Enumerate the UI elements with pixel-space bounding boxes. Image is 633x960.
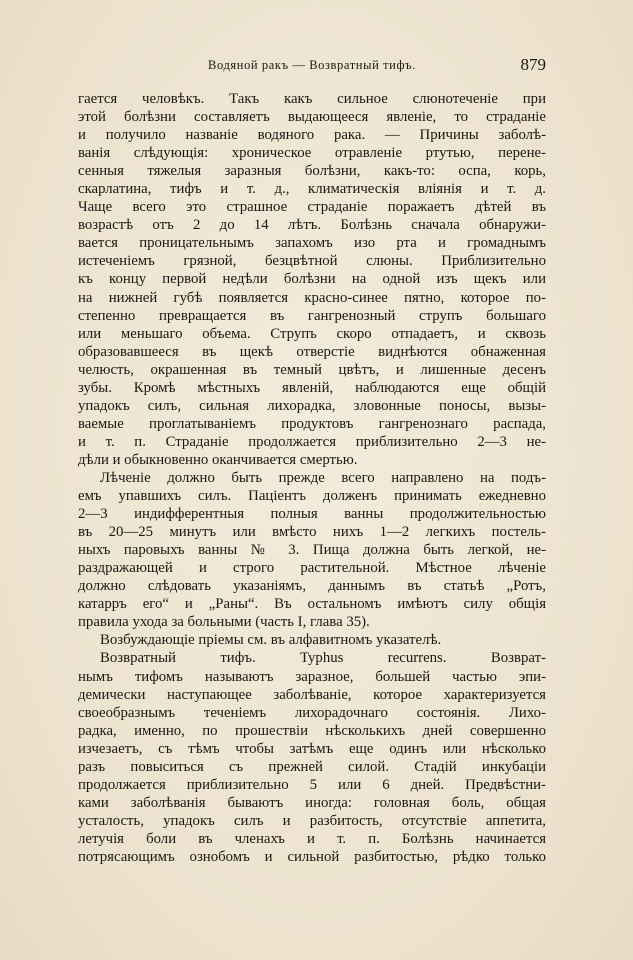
text-line: Чаще всего это страшное страданіе поражаетъ дѣтей въ <box>78 199 546 216</box>
text-line: ныхъ паровыхъ ванны № 3. Пища должна быть легкой, не- <box>78 542 546 559</box>
text-line: усталость, упадокъ силъ и разбитость, отсутствіе аппетита, <box>78 812 546 829</box>
text-line: Лѣченіе должно быть прежде всего направлено на подъ- <box>100 469 546 486</box>
text-line: катарръ его“ и „Раны“. Въ остальномъ имѣютъ силу общія <box>78 596 546 613</box>
text-line: гается человѣкъ. Такъ какъ сильное слюнотеченіе при <box>78 91 546 107</box>
running-head <box>78 55 546 78</box>
text-line: летучія боли въ членахъ и т. п. Болѣзнь начинается <box>78 830 546 847</box>
text-line: возрастѣ отъ 2 до 14 лѣтъ. Болѣзнь сначала обнаружи- <box>78 217 546 234</box>
text-line: или меньшаго объема. Струпъ скоро отпадаетъ, и сквозь <box>78 325 546 342</box>
text-line: ками заболѣванія бываютъ иногда: головная боль, общая <box>78 794 546 811</box>
text-line: къ концу первой недѣли болѣзни на одной изъ щекъ или <box>78 271 546 288</box>
page-number: 879 <box>520 55 546 74</box>
text-line: и получило названіе водяного рака. — Причины заболѣ- <box>78 127 546 144</box>
running-head-title: Водяной ракъ — Возвратный тифъ. <box>208 58 416 72</box>
text-line: зубы. Кромѣ мѣстныхъ явленій, наблюдаются еще общій <box>78 379 546 396</box>
text-line: радка, именно, по прошествіи нѣсколькихъ дней совершенно <box>78 722 546 739</box>
text-line: и т. п. Страданіе продолжается приблизительно 2—3 не- <box>78 433 546 450</box>
text-line: потрясающимъ ознобомъ и сильной разбитостью, рѣдко только <box>78 848 546 865</box>
text-line: нымъ тифомъ называютъ заразное, большей частью эпи- <box>78 668 546 685</box>
text-line: въ 20—25 минутъ или вмѣсто нихъ 1—2 легкихъ постель- <box>78 524 546 541</box>
text-line: 2—3 индифферентныя полныя ванны продолжительностью <box>78 506 546 523</box>
text-line: истеченіемъ грязной, безцвѣтной слюны. Приблизительно <box>78 253 546 270</box>
text-line: степенно превращается въ гангренозный струпъ большаго <box>78 307 546 324</box>
text-line: правила ухода за больными (часть I, глава 35). <box>78 614 370 631</box>
entry-line: Возбуждающіе пріемы см. въ алфавитномъ указателѣ. <box>100 632 442 649</box>
text-line: изчезаетъ, съ тѣмъ чтобы затѣмъ еще одинъ или нѣсколько <box>78 740 546 757</box>
text-line: продолжается приблизительно 5 или 6 дней. Предвѣстни- <box>78 776 546 793</box>
text-line: демически наступающее заболѣваніе, которое характеризуется <box>78 686 546 703</box>
text-line: своеобразнымъ теченіемъ лихорадочнаго состоянія. Лихо- <box>78 704 546 721</box>
text-line: этой болѣзни составляетъ выдающееся явленіе, то страданіе <box>78 109 546 126</box>
text-line: разъ повыситься съ прежней силой. Стадій инкубаціи <box>78 758 546 775</box>
text-line: челюсть, окрашенная въ темный цвѣтъ, и лишенные десенъ <box>78 361 546 378</box>
body-text <box>78 90 546 866</box>
text-line: ваемые проглатываніемъ продуктовъ гангренознаго распада, <box>78 415 546 432</box>
text-line: образовавшееся въ щекѣ отверстіе виднѣются обнаженная <box>78 343 546 360</box>
text-line: сенныя тяжелыя заразныя болѣзни, какъ-то: оспа, корь, <box>78 163 546 180</box>
text-line: на нижней губѣ появляется красно-синее пятно, которое по- <box>78 289 546 306</box>
text-line: емъ упавшихъ силъ. Паціентъ долженъ принимать ежедневно <box>78 488 546 505</box>
text-line: раздражающей и строго растительной. Мѣстное лѣченіе <box>78 560 546 577</box>
text-line: вается проницательнымъ запахомъ изо рта и громаднымъ <box>78 235 546 252</box>
text-line: ванія слѣдующія: хроническое отравленіе ртутью, перене- <box>78 145 546 162</box>
text-line: дѣли и обыкновенно оканчивается смертью. <box>78 451 358 468</box>
entry-heading-line: Возвратный тифъ. Typhus recurrens. Возврат- <box>100 650 546 667</box>
text-line: скарлатина, тифъ и т. д., климатическія вліянія и т. д. <box>78 181 546 198</box>
text-line: должно слѣдовать указаніямъ, даннымъ въ статьѣ „Ротъ, <box>78 578 546 595</box>
text-line: упадокъ силъ, сильная лихорадка, зловонные поносы, вызы- <box>78 397 546 414</box>
